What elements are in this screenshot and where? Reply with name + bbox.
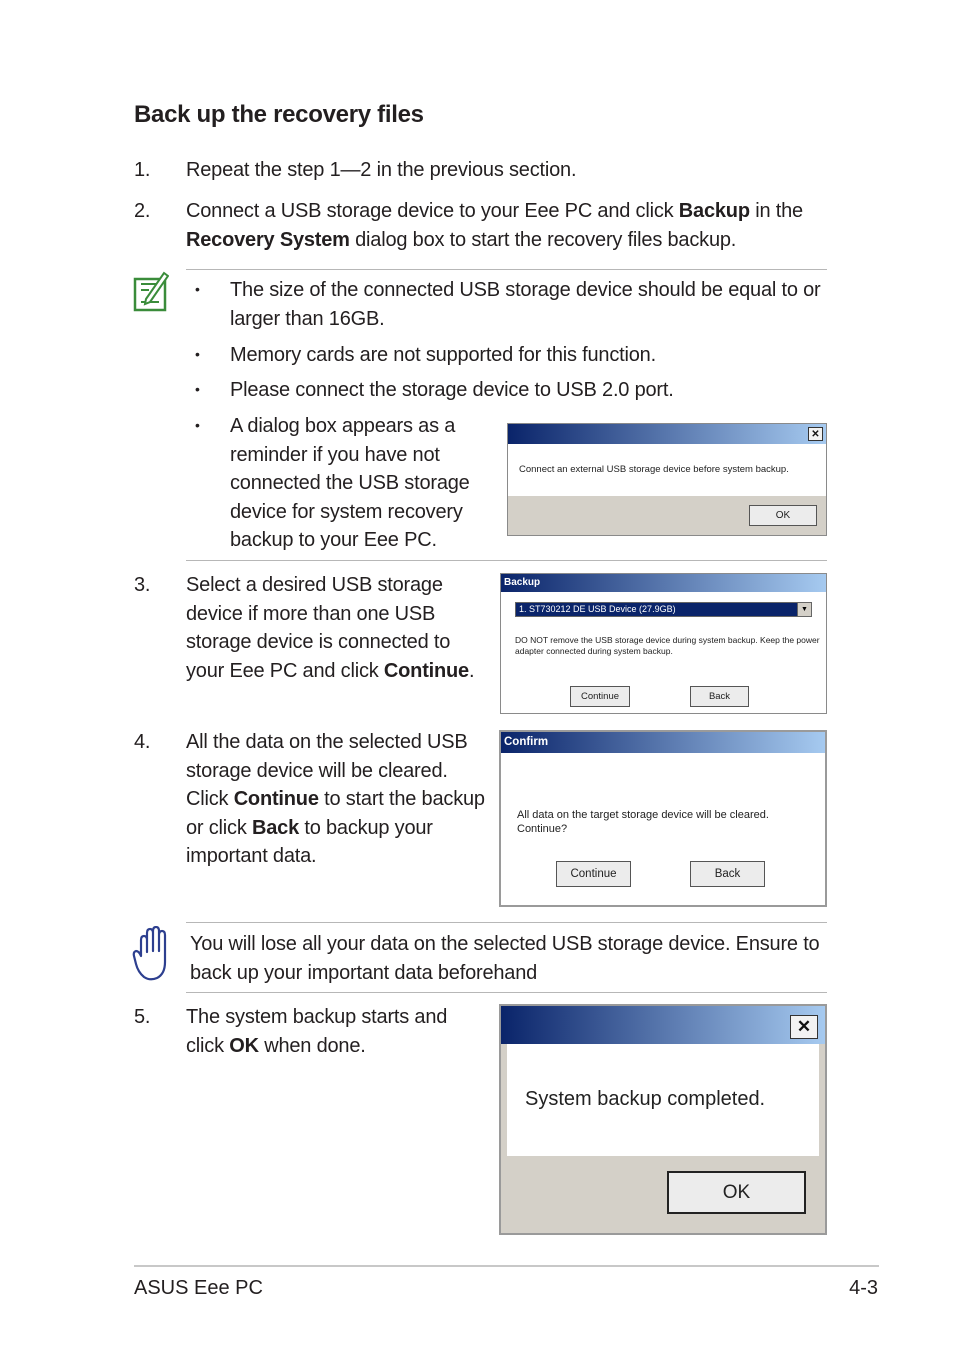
- dialog-message: Connect an external USB storage device before system backup.: [519, 464, 789, 475]
- chevron-down-icon[interactable]: ▼: [797, 603, 811, 616]
- close-button[interactable]: ✕: [790, 1015, 818, 1039]
- back-button[interactable]: Back: [690, 686, 749, 707]
- backup-dialog: [500, 573, 827, 714]
- step-text: All the data on the selected USB storage device will be cleared. Click Continue to start the backup or click Back to backup your important data.: [186, 731, 485, 867]
- dialog-titlebar: [501, 574, 826, 592]
- confirm-dialog: [499, 730, 827, 907]
- backup-complete-dialog: [499, 1004, 827, 1235]
- bullet: •: [195, 417, 200, 433]
- bullet: •: [195, 281, 200, 297]
- dialog-titlebar: [508, 424, 826, 444]
- raised-hand-icon: [132, 926, 174, 982]
- dialog-title: Confirm: [504, 736, 549, 748]
- step-text: Select a desired USB storage device if more than one USB storage device is connected to your Eee PC and click Continue.: [186, 574, 475, 682]
- dialog-message: All data on the target storage device will be cleared. Continue?: [517, 809, 769, 835]
- step-number: 2.: [134, 200, 151, 222]
- bullet: •: [195, 381, 200, 397]
- note-bullet-text: A dialog box appears as a reminder if you have not connected the USB storage device for system recovery backup to your Eee PC.: [230, 415, 470, 551]
- divider: [186, 992, 827, 993]
- step-text: The system backup starts and click OK when done.: [186, 1006, 448, 1057]
- bullet: •: [195, 346, 200, 362]
- back-button[interactable]: Back: [690, 861, 765, 887]
- reminder-dialog: [507, 423, 827, 536]
- warning-text: You will lose all your data on the selected USB storage device. Ensure to back up your important data beforehand: [190, 933, 820, 984]
- dialog-title: Backup: [504, 577, 541, 588]
- divider: [186, 560, 827, 561]
- page-number: 4-3: [849, 1277, 878, 1299]
- ok-button[interactable]: OK: [749, 505, 817, 526]
- note-bullet-text: The size of the connected USB storage device should be equal to or larger than 16GB.: [230, 279, 821, 330]
- close-button[interactable]: ✕: [808, 427, 823, 441]
- step-number: 5.: [134, 1006, 151, 1028]
- continue-button[interactable]: Continue: [570, 686, 630, 707]
- note-bullet-text: Please connect the storage device to USB 2.0 port.: [230, 379, 674, 401]
- divider: [186, 269, 827, 270]
- dialog-message: System backup completed.: [525, 1088, 766, 1110]
- step-number: 1.: [134, 159, 151, 181]
- step-number: 3.: [134, 574, 151, 596]
- step-text: Repeat the step 1—2 in the previous section.: [186, 159, 577, 181]
- note-pencil-icon: [133, 270, 169, 312]
- device-select[interactable]: [515, 602, 812, 617]
- footer-product: ASUS Eee PC: [134, 1277, 263, 1299]
- step-text: Connect a USB storage device to your Eee PC and click Backup in the Recovery System dialog box to start the recovery files backup.: [186, 200, 803, 251]
- footer-divider: [134, 1265, 879, 1267]
- dialog-titlebar: [501, 732, 825, 753]
- ok-button[interactable]: OK: [667, 1171, 806, 1214]
- continue-button[interactable]: Continue: [556, 861, 631, 887]
- note-bullet-text: Memory cards are not supported for this function.: [230, 344, 656, 366]
- dialog-titlebar: [501, 1006, 825, 1044]
- divider: [186, 922, 827, 923]
- dialog-message: DO NOT remove the USB storage device during system backup. Keep the power adapter connected during system backup.: [515, 635, 820, 656]
- device-select-value: 1. ST730212 DE USB Device (27.9GB): [519, 604, 676, 614]
- section-title: Back up the recovery files: [134, 101, 424, 128]
- step-number: 4.: [134, 731, 151, 753]
